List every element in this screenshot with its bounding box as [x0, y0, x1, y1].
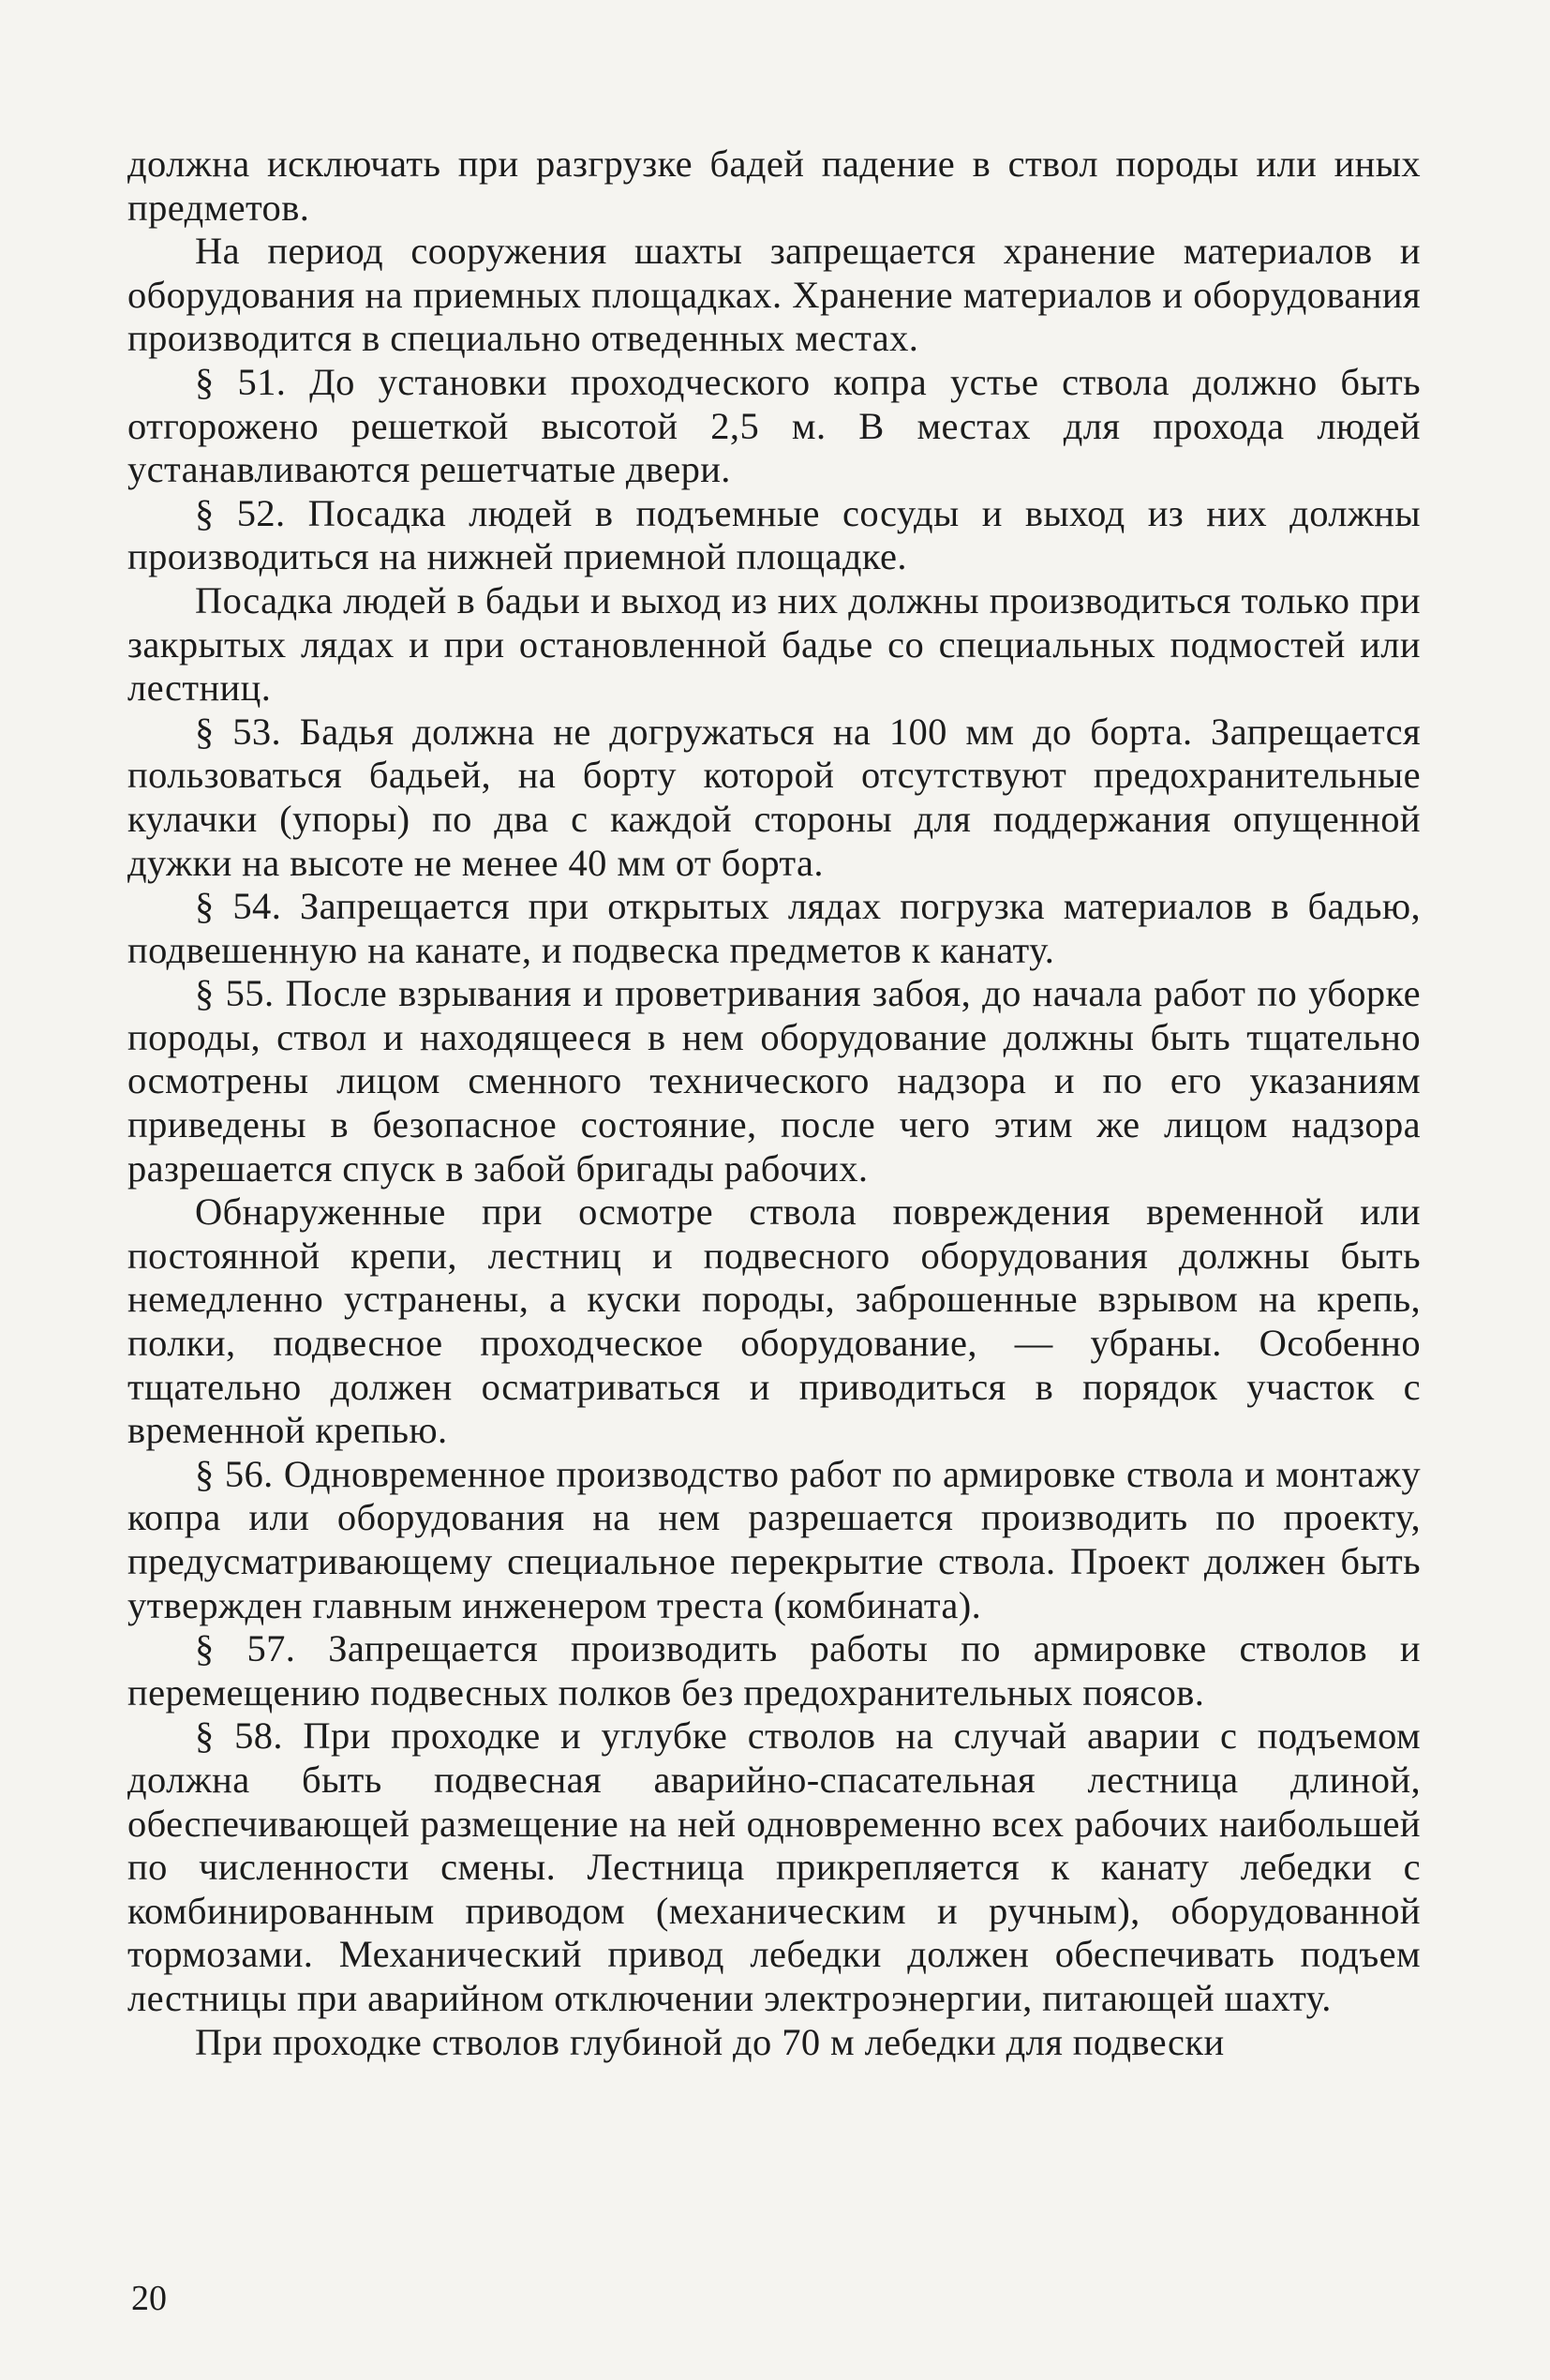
- section-54: § 54. Запрещается при открытых лядах погрузка материалов в бадью, подвешенную на канате, и подвеска предметов к канату.: [127, 885, 1421, 971]
- paragraph: На период сооружения шахты запрещается хранение материалов и оборудования на приемных площадках. Хранение материалов и оборудования производится в специально отведенных местах.: [127, 230, 1421, 360]
- paragraph: должна исключать при разгрузке бадей падение в ствол породы или иных предметов.: [127, 142, 1421, 229]
- body-text: [127, 142, 1421, 2064]
- section-55: § 55. После взрывания и проветривания забоя, до начала работ по уборке породы, ствол и находящееся в нем оборудование должны быть тщательно осмотрены лицом сменного технического надзора и по его указаниям приведены в безопасное состояние, после чего этим же лицом надзора разрешается спуск в забой бригады рабочих.: [127, 972, 1421, 1190]
- page-number: 20: [131, 2279, 167, 2318]
- paragraph: Обнаруженные при осмотре ствола повреждения временной или постоянной крепи, лестниц и подвесного оборудования должны быть немедленно устранены, а куски породы, заброшенные взрывом на крепь, полки, подвесное проходческое оборудование, — убраны. Особенно тщательно должен осматриваться и приводиться в порядок участок с временной крепью.: [127, 1190, 1421, 1452]
- section-52: § 52. Посадка людей в подъемные сосуды и выход из них должны производиться на нижней приемной площадке.: [127, 491, 1421, 578]
- paragraph: При проходке стволов глубиной до 70 м лебедки для подвески: [195, 2020, 1225, 2063]
- section-53: § 53. Бадья должна не догружаться на 100 мм до борта. Запрещается пользоваться бадьей, на борту которой отсутствуют предохранительные кулачки (упоры) по два с каждой стороны для поддержания опущенной дужки на высоте не менее 40 мм от борта.: [127, 710, 1421, 884]
- section-56: § 56. Одновременное производство работ по армировке ствола и монтажу копра или оборудования на нем разрешается производить по проекту, предусматривающему специальное перекрытие ствола. Проект должен быть утвержден главным инженером треста (комбината).: [127, 1452, 1421, 1626]
- section-57: § 57. Запрещается производить работы по армировке стволов и перемещению подвесных полков без предохранительных поясов.: [127, 1627, 1421, 1714]
- section-58: § 58. При проходке и углубке стволов на случай аварии с подъемом должна быть подвесная аварийно-спасательная лестница длиной, обеспечивающей размещение на ней одновременно всех рабочих наибольшей по численности смены. Лестница прикрепляется к канату лебедки с комбинированным приводом (механическим и ручным), оборудованной тормозами. Механический привод лебедки должен обеспечивать подъем лестницы при аварийном отключении электроэнергии, питающей шахту.: [127, 1714, 1421, 2019]
- paragraph: Посадка людей в бадьи и выход из них должны производиться только при закрытых лядах и при остановленной бадье со специальных подмостей или лестниц.: [127, 578, 1421, 710]
- section-51: § 51. До установки проходческого копра устье ствола должно быть отгорожено решеткой высотой 2,5 м. В местах для прохода людей устанавливаются решетчатые двери.: [127, 360, 1421, 491]
